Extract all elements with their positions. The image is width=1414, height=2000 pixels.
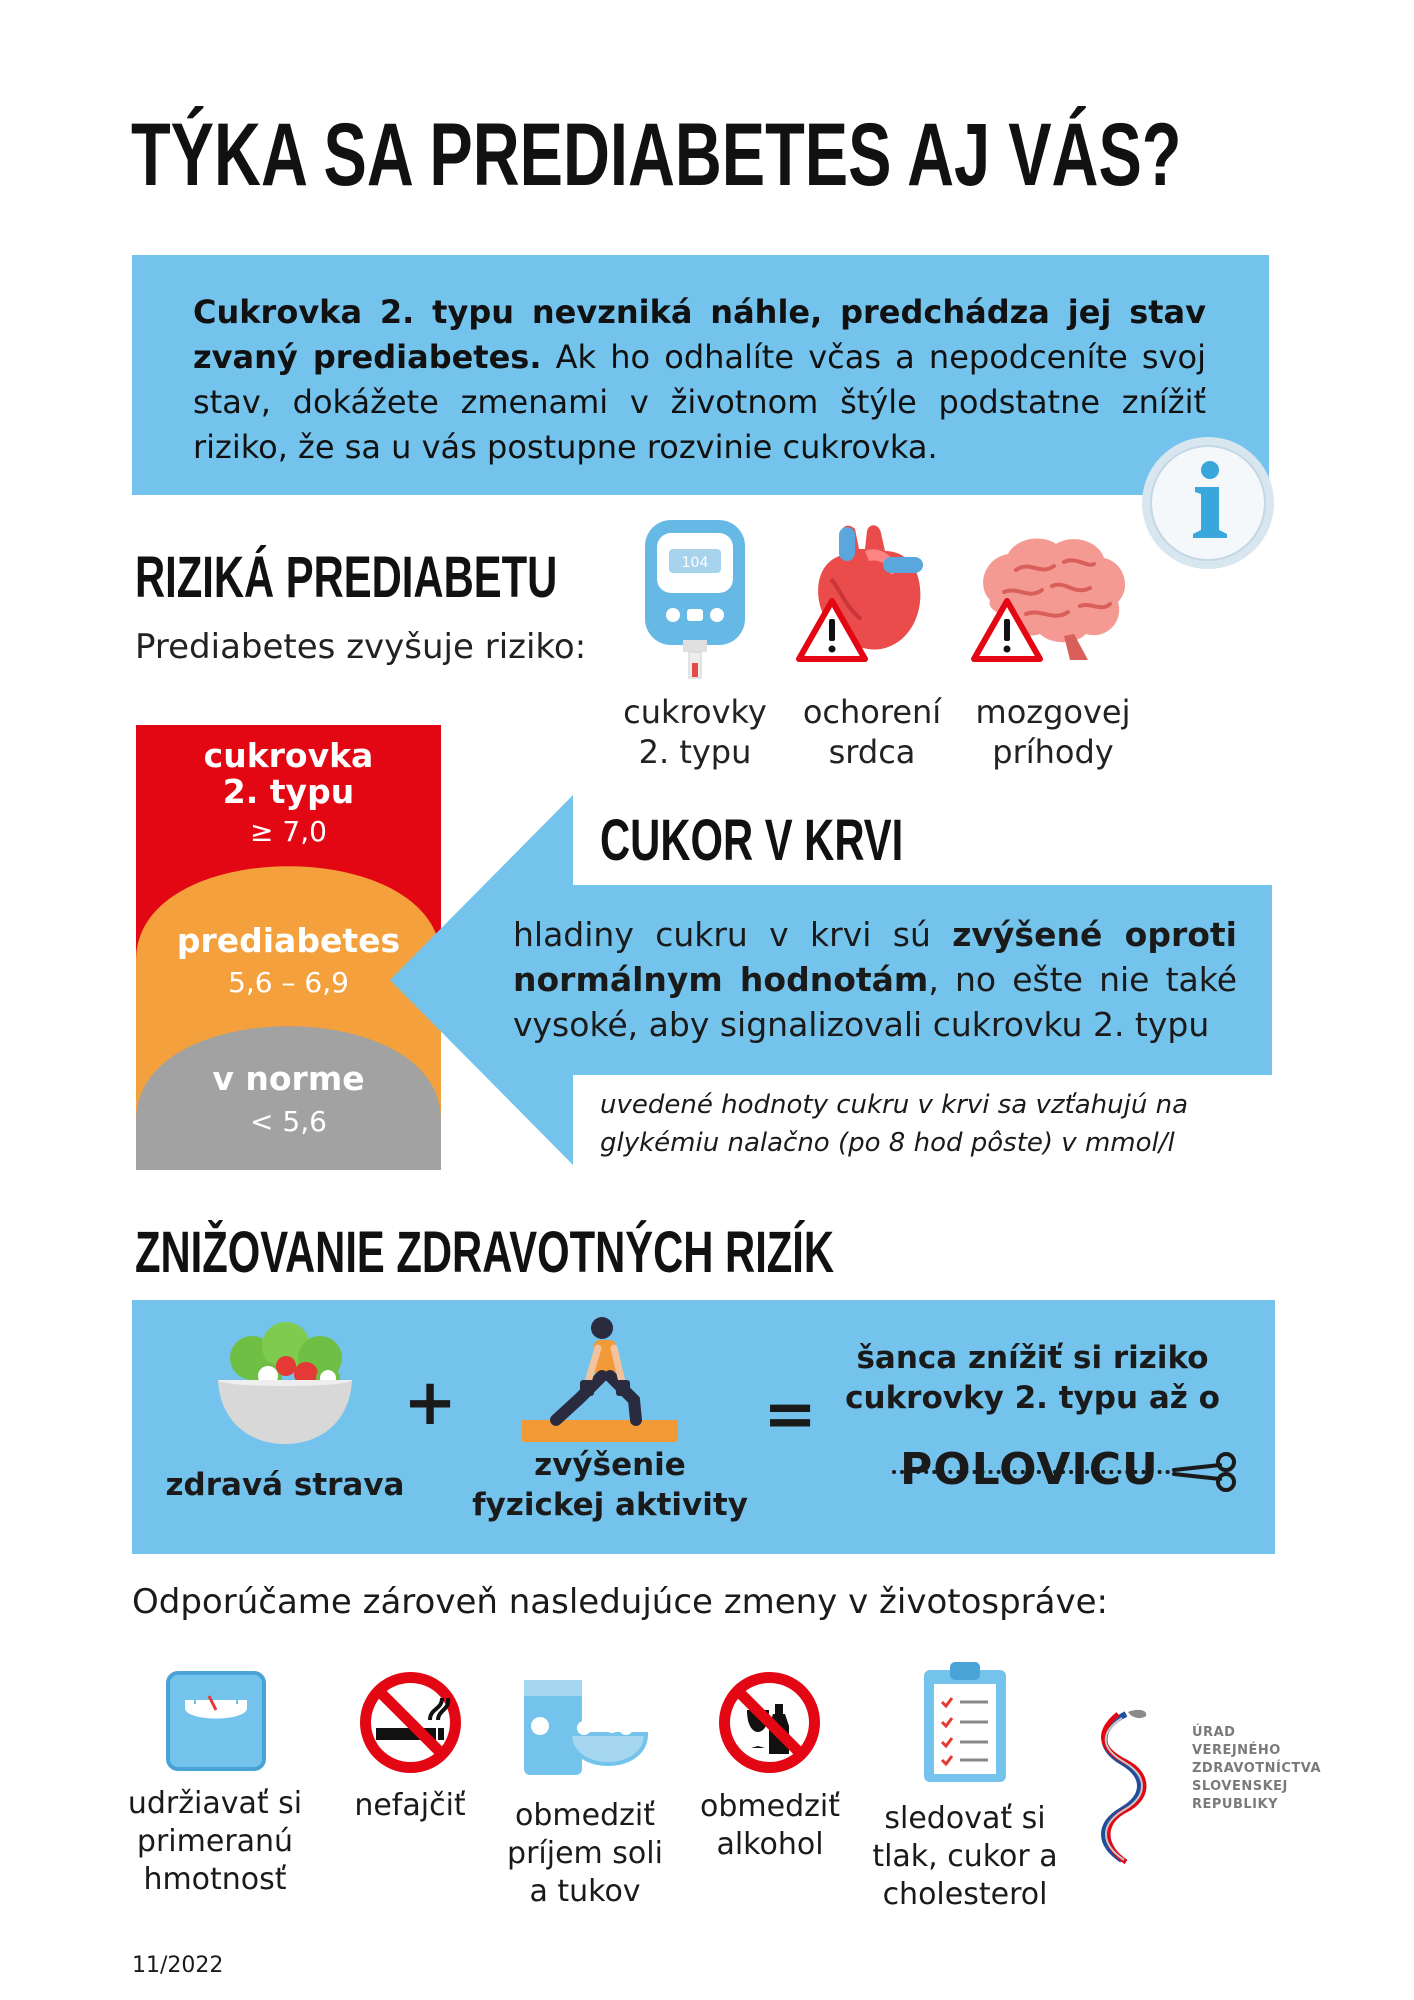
risk-label-heart: ochorení srdca [802,693,942,771]
intro-rest: Ak ho odhalíte včas a nepodceníte svoj stav, dokážete zmenami v životnom štýle podstatne znížiť riziko, že sa u vás postupne rozvinie cukrovka. [193,338,1207,466]
institution-logo-icon [1088,1698,1158,1868]
diet-label: zdravá strava [165,1467,405,1503]
risk-label-stroke: mozgovej príhody [975,693,1131,771]
scissors-icon [1170,1452,1240,1492]
cut-line [892,1470,1170,1474]
exercise-icon [518,1312,683,1447]
level-diabetes: cukrovka 2. typu ≥ 7,0 [203,736,374,848]
blood-sugar-note: uvedené hodnoty cukru v krvi sa vzťahujú na glykémiu nalačno (po 8 hod pôste) v mmol/l [600,1090,1188,1158]
reduction-heading: ZNIŽOVANIE ZDRAVOTNÝCH RIZÍK [135,1220,835,1285]
risks-subtitle: Prediabetes zvyšuje riziko: [135,627,587,667]
rec-alcohol-label: obmedziť alkohol [700,1789,840,1862]
brain-warning-icon [970,597,1044,663]
no-smoking-icon [358,1670,463,1775]
rec-salt-label: obmedziť príjem soli a tukov [507,1798,663,1909]
scale-icon [165,1670,267,1772]
institution-name: ÚRAD VEREJNÉHO ZDRAVOTNÍCTVA SLOVENSKEJ REPUBLIKY [1192,1725,1322,1812]
plus-sign: + [403,1366,457,1440]
salt-fat-icon [520,1672,652,1782]
page-title: TÝKA SA PREDIABETES AJ VÁS? [131,104,1182,204]
rec-weight-label: udržiavať si primeranú hmotnosť [127,1786,303,1897]
rec-monitor-label: sledovať si tlak, cukor a cholesterol [872,1801,1058,1912]
salad-bowl-icon [210,1318,360,1448]
half-word: POLOVICU [900,1444,1159,1495]
intro-text [193,290,1206,470]
no-alcohol-icon [717,1670,822,1775]
intro-bold: Cukrovka 2. typu nevzniká náhle, predchádza jej stav zvaný prediabetes. [193,293,1206,376]
info-icon [1137,432,1279,574]
level-prediabetes: prediabetes 5,6 – 6,9 [176,921,401,999]
clipboard-icon [920,1660,1010,1785]
blood-sugar-heading: CUKOR V KRVI [600,808,904,873]
rec-smoking-label: nefajčiť [354,1788,466,1823]
issue-date: 11/2022 [132,1953,224,1978]
chance-text: šanca znížiť si riziko cukrovky 2. typu až o [845,1340,1220,1416]
level-normal: v norme < 5,6 [212,1059,365,1138]
blood-sugar-text: hladiny cukru v krvi sú zvýšené oproti normálnym hodnotám, no ešte nie také vysoké, aby signalizovali cukrovku 2. typu [513,915,1238,1044]
recommend-heading: Odporúčame zároveň nasledujúce zmeny v životospráve: [132,1582,1108,1622]
activity-label: zvýšenie fyzickej aktivity [472,1447,748,1523]
heart-warning-icon [795,597,869,663]
glucometer-icon [635,515,755,680]
svg-text:104: 104 [681,555,709,571]
risks-heading: RIZIKÁ PREDIABETU [135,545,558,610]
risk-label-diabetes: cukrovky 2. typu [623,693,767,771]
equals-sign: = [763,1378,817,1452]
